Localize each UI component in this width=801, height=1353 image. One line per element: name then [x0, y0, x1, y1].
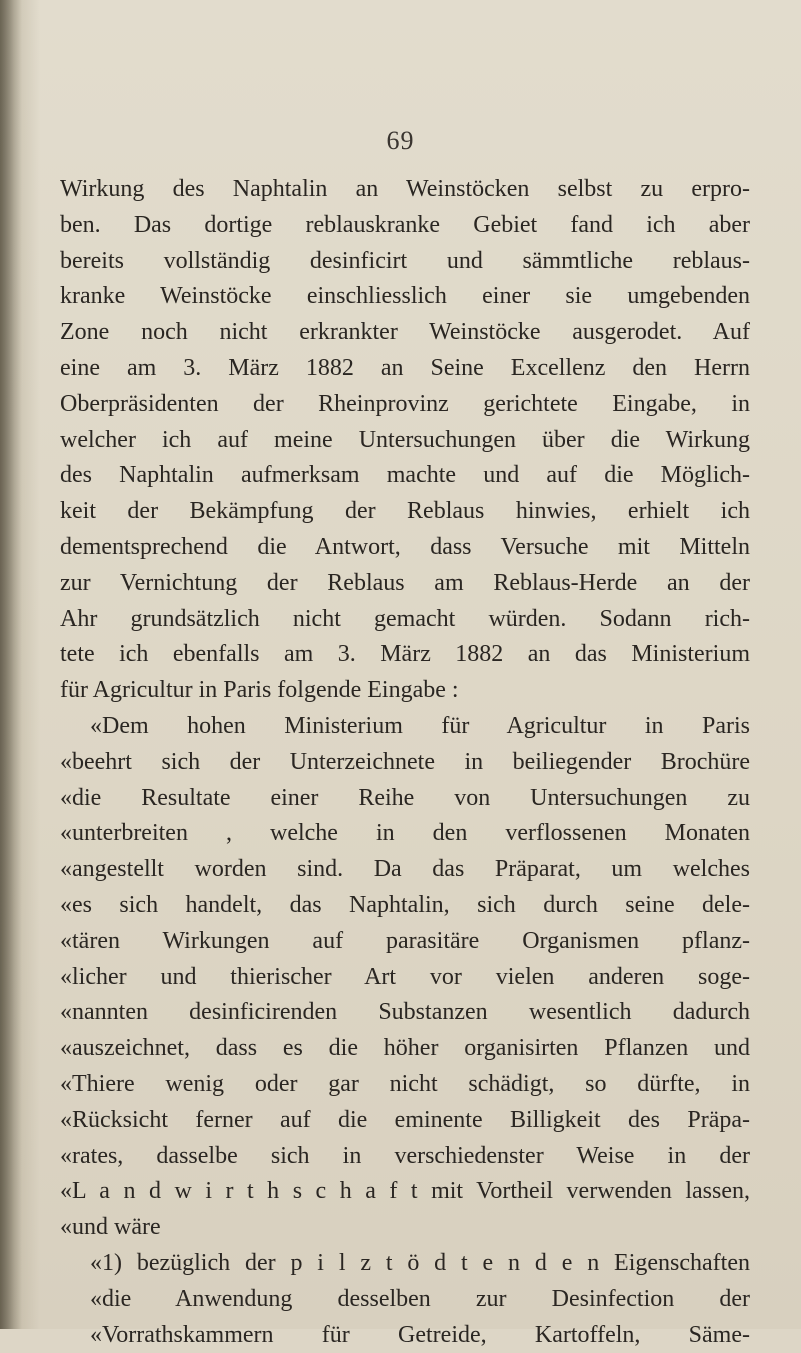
text-line: welcher ich auf meine Untersuchungen über die Wirkung: [60, 423, 750, 459]
text-line: «unterbreiten , welche in den verflossenen Monaten: [60, 816, 750, 852]
text-line: «es sich handelt, das Naphtalin, sich durch seine dele-: [60, 888, 750, 924]
text-line: keit der Bekämpfung der Reblaus hinwies, erhielt ich: [60, 494, 750, 530]
text-line: «L a n d w i r t h s c h a f t mit Vortheil verwenden lassen,: [60, 1174, 750, 1210]
text-line: «1) bezüglich der p i l z t ö d t e n d e n Eigenschaften: [60, 1246, 750, 1282]
body-text: [60, 172, 750, 1353]
book-gutter-shadow: [0, 0, 22, 1329]
text-line: dementsprechend die Antwort, dass Versuche mit Mitteln: [60, 530, 750, 566]
text-line: für Agricultur in Paris folgende Eingabe :: [60, 673, 750, 709]
text-line: «tären Wirkungen auf parasitäre Organismen pflanz-: [60, 924, 750, 960]
text-line: «licher und thierischer Art vor vielen anderen soge-: [60, 960, 750, 996]
text-line: Oberpräsidenten der Rheinprovinz gerichtete Eingabe, in: [60, 387, 750, 423]
text-line: «und wäre: [60, 1210, 750, 1246]
text-line: «auszeichnet, dass es die höher organisirten Pflanzen und: [60, 1031, 750, 1067]
text-line: «Thiere wenig oder gar nicht schädigt, so dürfte, in: [60, 1067, 750, 1103]
text-line: «die Anwendung desselben zur Desinfection der: [60, 1282, 750, 1318]
text-line: ben. Das dortige reblauskranke Gebiet fand ich aber: [60, 208, 750, 244]
text-line: «angestellt worden sind. Da das Präparat, um welches: [60, 852, 750, 888]
text-line: «nannten desinficirenden Substanzen wesentlich dadurch: [60, 995, 750, 1031]
text-line: «Dem hohen Ministerium für Agricultur in Paris: [60, 709, 750, 745]
text-line: kranke Weinstöcke einschliesslich einer sie umgebenden: [60, 279, 750, 315]
text-line: zur Vernichtung der Reblaus am Reblaus-Herde an der: [60, 566, 750, 602]
text-line: «Rücksicht ferner auf die eminente Billigkeit des Präpa-: [60, 1103, 750, 1139]
text-line: «Vorrathskammern für Getreide, Kartoffeln, Säme-: [60, 1318, 750, 1353]
text-line: «beehrt sich der Unterzeichnete in beiliegender Brochüre: [60, 745, 750, 781]
text-line: Wirkung des Naphtalin an Weinstöcken selbst zu erpro-: [60, 172, 750, 208]
page-number: 69: [0, 126, 801, 156]
text-line: «rates, dasselbe sich in verschiedenster Weise in der: [60, 1139, 750, 1175]
text-line: Ahr grundsätzlich nicht gemacht würden. Sodann rich-: [60, 602, 750, 638]
text-line: eine am 3. März 1882 an Seine Excellenz den Herrn: [60, 351, 750, 387]
text-line: tete ich ebenfalls am 3. März 1882 an das Ministerium: [60, 637, 750, 673]
text-line: «die Resultate einer Reihe von Untersuchungen zu: [60, 781, 750, 817]
text-line: Zone noch nicht erkrankter Weinstöcke ausgerodet. Auf: [60, 315, 750, 351]
text-line: bereits vollständig desinficirt und sämmtliche reblaus-: [60, 244, 750, 280]
text-line: des Naphtalin aufmerksam machte und auf die Möglich-: [60, 458, 750, 494]
